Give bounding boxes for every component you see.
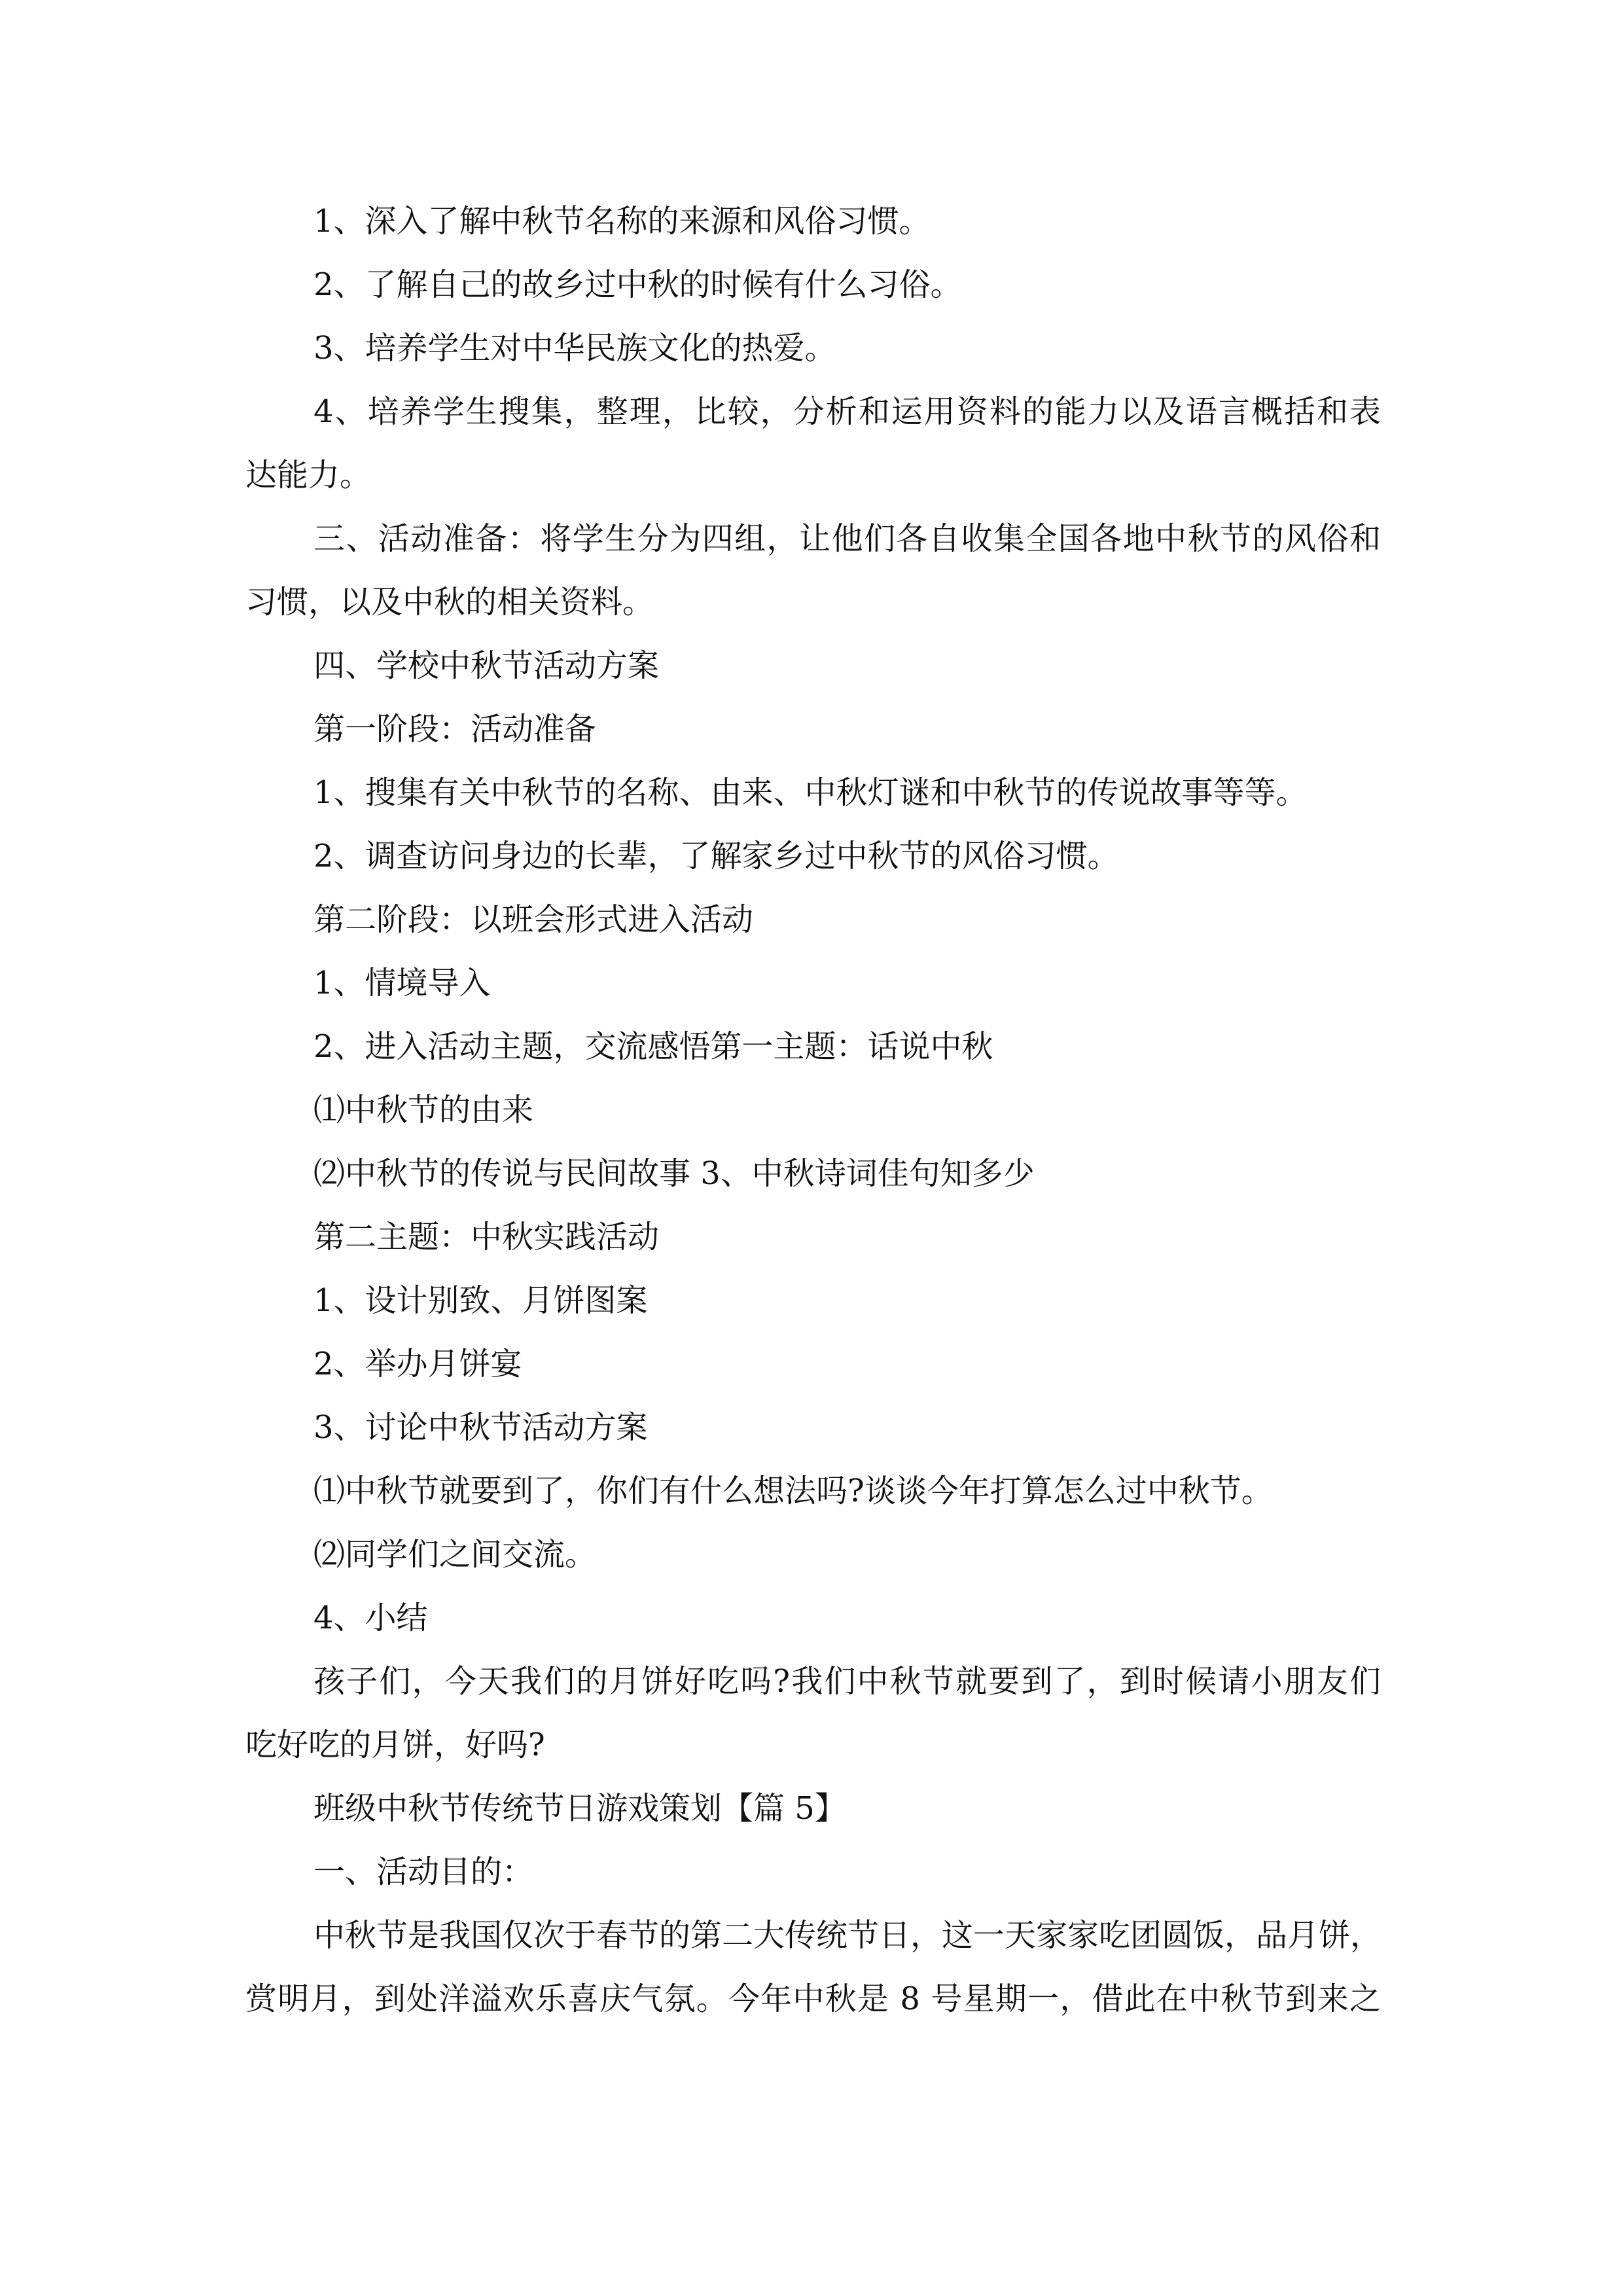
paragraph-line: 达能力。	[245, 457, 372, 493]
section-heading: 第二主题：中秋实践活动	[313, 1219, 660, 1255]
paragraph-line: 吃好吃的月饼，好吗?	[245, 1727, 545, 1763]
paragraph-line: 4、小结	[313, 1600, 428, 1636]
section-heading: 第二阶段：以班会形式进入活动	[313, 901, 754, 938]
paragraph-line: 2、进入活动主题，交流感悟第一主题：话说中秋	[313, 1028, 993, 1065]
section-heading: 第一阶段：活动准备	[313, 711, 597, 747]
paragraph-line: 4、培养学生搜集，整理，比较，分析和运用资料的能力以及语言概括和表	[313, 393, 1381, 430]
paragraph-line: 1、搜集有关中秋节的名称、由来、中秋灯谜和中秋节的传说故事等等。	[313, 774, 1308, 811]
paragraph-line: 3、讨论中秋节活动方案	[313, 1409, 648, 1446]
paragraph-line: ⑴中秋节就要到了，你们有什么想法吗?谈谈今年打算怎么过中秋节。	[313, 1473, 1273, 1509]
paragraph-line: ⑴中秋节的由来	[313, 1092, 534, 1128]
paragraph-line: ⑵同学们之间交流。	[313, 1536, 597, 1573]
paragraph-line: 1、深入了解中秋节名称的来源和风俗习惯。	[313, 203, 931, 240]
paragraph-line: 赏明月，到处洋溢欢乐喜庆气氛。今年中秋是 8 号星期一，借此在中秋节到来之	[245, 1981, 1381, 2017]
paragraph-line: 1、情境导入	[313, 965, 491, 1001]
section-heading: 四、学校中秋节活动方案	[313, 647, 660, 684]
paragraph-line: 习惯，以及中秋的相关资料。	[245, 584, 654, 620]
paragraph-line: 2、了解自己的故乡过中秋的时候有什么习俗。	[313, 266, 962, 303]
paragraph-line: 三、活动准备：将学生分为四组，让他们各自收集全国各地中秋节的风俗和	[313, 520, 1381, 557]
paragraph-line: 2、调查访问身边的长辈，了解家乡过中秋节的风俗习惯。	[313, 838, 1119, 874]
paragraph-line: 中秋节是我国仅次于春节的第二大传统节日，这一天家家吃团圆饭，品月饼，	[313, 1917, 1382, 1954]
paragraph-line: 孩子们，今天我们的月饼好吃吗?我们中秋节就要到了，到时候请小朋友们	[313, 1663, 1381, 1700]
paragraph-line: 2、举办月饼宴	[313, 1346, 522, 1382]
paragraph-line: ⑵中秋节的传说与民间故事 3、中秋诗词佳句知多少	[313, 1155, 1035, 1192]
section-heading: 一、活动目的：	[313, 1854, 534, 1890]
paragraph-line: 3、培养学生对中华民族文化的热爱。	[313, 330, 836, 367]
section-heading: 班级中秋节传统节日游戏策划【篇 5】	[313, 1790, 846, 1827]
paragraph-line: 1、设计别致、月饼图案	[313, 1282, 648, 1319]
